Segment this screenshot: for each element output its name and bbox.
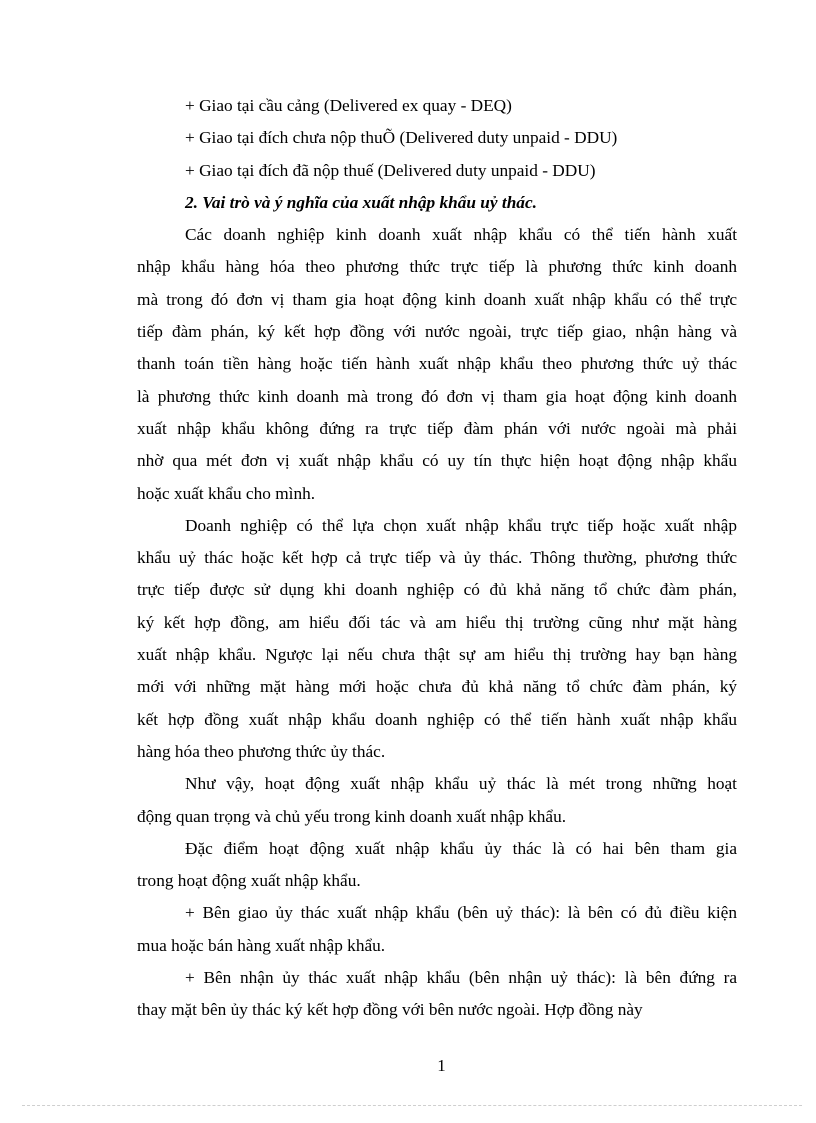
paragraph-line: tiếp đàm phán, ký kết hợp đồng với nước ngoài, trực tiếp giao, nhận hàng và — [137, 322, 737, 342]
paragraph-line: xuất nhập khẩu không đứng ra trực tiếp đàm phán với nước ngoài mà phải — [137, 418, 737, 438]
page-bottom-divider — [22, 1105, 802, 1106]
paragraph-4 — [137, 833, 737, 898]
paragraph-line: trực tiếp được sử dụng khi doanh nghiệp có đủ khả năng tổ chức đàm phán, — [137, 580, 737, 600]
paragraph-line: thay mặt bên ủy thác ký kết hợp đồng với bên nước ngoài. Hợp đồng này — [137, 1000, 643, 1020]
paragraph-line: mới với những mặt hàng mới hoặc chưa đủ khả năng tổ chức đàm phán, ký — [137, 677, 737, 697]
paragraph-line: mua hoặc bán hàng xuất nhập khẩu. — [137, 935, 386, 955]
delivery-item: + Giao tại đích đã nộp thuế (Delivered duty unpaid - DDU) — [185, 160, 596, 180]
paragraph-line: + Bên nhận ủy thác xuất nhập khẩu (bên nhận uỷ thác): là bên đứng ra — [185, 968, 737, 988]
page-number: 1 — [437, 1056, 446, 1075]
section-heading: 2. Vai trò và ý nghĩa của xuất nhập khẩu uỷ thác. — [185, 192, 537, 212]
paragraph-line: Đặc điểm hoạt động xuất nhập khẩu ủy thác là có hai bên tham gia — [185, 838, 737, 858]
delivery-item: + Giao tại cầu cảng (Delivered ex quay - DEQ) — [185, 96, 512, 115]
paragraph-line: hoặc xuất khẩu cho mình. — [137, 483, 316, 503]
delivery-item: + Giao tại đích chưa nộp thuÕ (Delivered duty unpaid - DDU) — [185, 128, 618, 148]
paragraph-line: ký kết hợp đồng, am hiểu đối tác và am hiểu thị trường cũng như mặt hàng — [137, 612, 737, 632]
paragraph-1 — [137, 219, 737, 510]
paragraph-line: Như vậy, hoạt động xuất nhập khẩu uỷ thác là mét trong những hoạt — [185, 774, 737, 794]
paragraph-line: hàng hóa theo phương thức ủy thác. — [137, 741, 386, 761]
paragraph-line: là phương thức kinh doanh mà trong đó đơn vị tham gia hoạt động kinh doanh — [137, 386, 737, 406]
paragraph-6 — [137, 962, 737, 1027]
paragraph-line: Doanh nghiệp có thể lựa chọn xuất nhập khẩu trực tiếp hoặc xuất nhập — [185, 515, 737, 535]
paragraph-line: khẩu uỷ thác hoặc kết hợp cả trực tiếp và ủy thác. Thông thường, phương thức — [137, 548, 737, 568]
paragraph-5 — [137, 897, 737, 962]
paragraph-line: kết hợp đồng xuất nhập khẩu doanh nghiệp có thể tiến hành xuất nhập khẩu — [137, 709, 737, 729]
paragraph-3 — [137, 768, 737, 833]
paragraph-line: động quan trọng và chủ yếu trong kinh doanh xuất nhập khẩu. — [137, 806, 567, 826]
paragraph-line: Các doanh nghiệp kinh doanh xuất nhập khẩu có thể tiến hành xuất — [185, 225, 737, 245]
paragraph-line: thanh toán tiền hàng hoặc tiến hành xuất nhập khẩu theo phương thức uỷ thác — [137, 354, 737, 374]
paragraph-2 — [137, 510, 737, 768]
paragraph-line: nhờ qua mét đơn vị xuất nhập khẩu có uy tín thực hiện hoạt động nhập khẩu — [137, 451, 737, 471]
paragraph-line: mà trong đó đơn vị tham gia hoạt động kinh doanh xuất nhập khẩu có thể trực — [137, 289, 737, 309]
paragraph-line: + Bên giao ủy thác xuất nhập khẩu (bên uỷ thác): là bên có đủ điều kiện — [185, 903, 737, 923]
paragraph-line: trong hoạt động xuất nhập khẩu. — [137, 871, 361, 891]
paragraph-line: xuất nhập khẩu. Ngược lại nếu chưa thật sự am hiểu thị trường hay bạn hàng — [137, 645, 737, 665]
document-body — [137, 90, 737, 1027]
paragraph-line: nhập khẩu hàng hóa theo phương thức trực tiếp là phương thức kinh doanh — [137, 257, 737, 277]
